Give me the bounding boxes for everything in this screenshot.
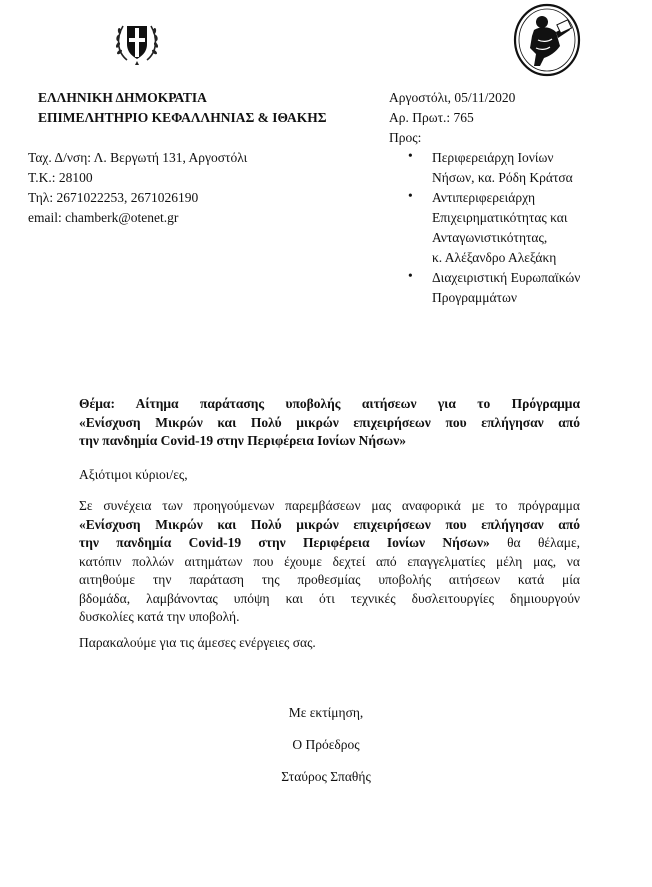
body-line: Σε συνέχεια των προηγούμενων παρεμβάσεων μας αναφορικά με το πρόγραμμα <box>79 498 580 513</box>
body-line: αιτηθούμε την παράταση της προθεσμίας υποβολής αιτήσεων κατά μία <box>79 572 580 587</box>
body-line-rest: θα θέλαμε, <box>489 535 580 550</box>
recipients-list <box>408 148 638 308</box>
subject-line: την πανδημία Covid-19 στην Περιφέρεια Ιονίων Νήσων» <box>79 433 407 448</box>
contact-block <box>28 148 247 228</box>
recipient-line: Προγραμμάτων <box>432 290 517 305</box>
organization-name: ΕΠΙΜΕΛΗΤΗΡΙΟ ΚΕΦΑΛΛΗΝΙΑΣ & ΙΘΑΚΗΣ <box>38 110 327 125</box>
recipient-line: • Περιφερειάρχη Ιονίων <box>432 150 554 165</box>
program-name: την πανδημία Covid-19 στην Περιφέρεια Ιονίων Νήσων» <box>79 535 490 550</box>
letter-meta <box>389 88 515 148</box>
country-name: ΕΛΛΗΝΙΚΗ ΔΗΜΟΚΡΑΤΙΑ <box>38 90 207 105</box>
place-date: Αργοστόλι, 05/11/2020 <box>389 90 516 105</box>
greeting: Αξιότιμοι κύριοι/ες, <box>79 467 188 482</box>
body-line <box>79 534 580 553</box>
subject-line: Θέμα: Αίτημα παράτασης υποβολής αιτήσεων για το Πρόγραμμα <box>79 396 580 411</box>
postal-code: Τ.Κ.: 28100 <box>28 170 93 185</box>
recipient-item <box>408 188 638 268</box>
subject <box>79 395 580 451</box>
body-paragraph <box>79 497 580 627</box>
recipient-line: • Διαχειριστική Ευρωπαϊκών <box>432 270 581 285</box>
recipient-line: κ. Αλέξανδρο Αλεξάκη <box>432 250 557 265</box>
chamber-logo-icon <box>512 2 582 78</box>
recipient-line: • Αντιπεριφερειάρχη <box>432 190 536 205</box>
regards: Με εκτίμηση, <box>288 705 364 720</box>
closing: Παρακαλούμε για τις άμεσες ενέργειες σας. <box>79 635 316 650</box>
phone: Τηλ: 2671022253, 2671026190 <box>28 190 199 205</box>
subject-line: «Ενίσχυση Μικρών και Πολύ μικρών επιχειρήσεων που επλήγησαν από <box>79 414 580 430</box>
to-label: Προς: <box>389 130 422 145</box>
protocol-number: Αρ. Πρωτ.: 765 <box>389 110 474 125</box>
signer-title: Ο Πρόεδρος <box>292 737 360 752</box>
recipient-item <box>408 148 638 188</box>
body-line: βδομάδα, λαμβάνοντας υπόψη και ότι τεχνικές δυσλειτουργίες δημιουργούν <box>79 590 580 606</box>
recipient-line: Ανταγωνιστικότητας, <box>432 230 548 245</box>
email: email: chamberk@otenet.gr <box>28 210 179 225</box>
signoff <box>0 697 652 793</box>
recipient-line: Επιχειρηματικότητας και <box>432 210 568 225</box>
recipient-item <box>408 268 638 308</box>
body-line: κατόπιν πολλών αιτημάτων που έχουμε δεχτεί από επαγγελματίες μέλη μας, να <box>79 553 580 569</box>
greek-coat-of-arms-icon <box>113 14 161 66</box>
address: Ταχ. Δ/νση: Λ. Βεργωτή 131, Αργοστόλι <box>28 150 248 165</box>
body-line: δυσκολίες κατά την υποβολή. <box>79 609 240 624</box>
sender-header <box>38 88 327 128</box>
body-line: «Ενίσχυση Μικρών και Πολύ μικρών επιχειρήσεων που επλήγησαν από <box>79 516 580 532</box>
recipient-line: Νήσων, κα. Ρόδη Κράτσα <box>432 170 573 185</box>
signer-name: Σταύρος Σπαθής <box>281 769 371 784</box>
